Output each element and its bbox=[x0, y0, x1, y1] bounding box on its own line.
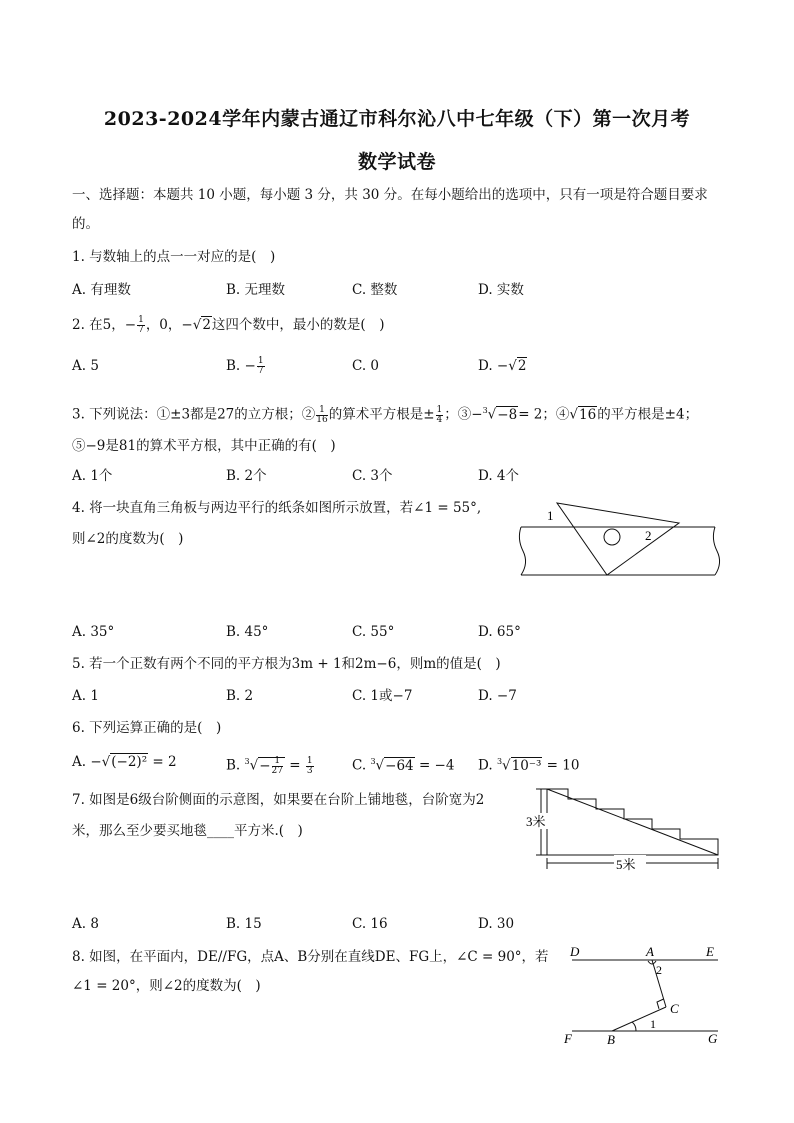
q3-option-a[interactable]: A. 1个 bbox=[72, 468, 113, 484]
page-title: 2023-2024学年内蒙古通辽市科尔沁八中七年级（下）第一次月考 bbox=[103, 108, 691, 130]
q3-stem-cont: ⑤−9是81的算术平方根，其中正确的有( ) bbox=[72, 438, 336, 454]
point-d-label: D bbox=[570, 944, 580, 959]
q6-stem: 6. 下列运算正确的是( ) bbox=[72, 720, 222, 736]
strip-left-edge bbox=[519, 527, 525, 575]
angle-2-label: 2 bbox=[645, 528, 652, 543]
q5-option-b[interactable]: B. 2 bbox=[226, 688, 254, 704]
point-g-label: G bbox=[708, 1031, 718, 1046]
q7-figure bbox=[520, 783, 725, 878]
q7-stem: 7. 如图是6级台阶侧面的示意图，如果要在台阶上铺地毯，台阶宽为2 bbox=[72, 792, 485, 808]
q6-option-b[interactable]: B. $^3$√− $\frac{1}{27}$ = $\frac{1}{3}$ bbox=[226, 755, 313, 776]
q2-option-a[interactable]: A. 5 bbox=[72, 358, 99, 374]
q7-option-a[interactable]: A. 8 bbox=[72, 916, 99, 932]
page-subtitle: 数学试卷 bbox=[357, 151, 436, 173]
q5-option-a[interactable]: A. 1 bbox=[72, 688, 99, 704]
q7-option-c[interactable]: C. 16 bbox=[352, 916, 388, 932]
section-instructions: 一、选择题：本题共 10 小题，每小题 3 分，共 30 分。在每小题给出的选项中，只有一项是符合题目要求 bbox=[72, 187, 708, 203]
q3-option-c[interactable]: C. 3个 bbox=[352, 468, 393, 484]
point-b-label: B bbox=[607, 1032, 615, 1047]
q6-option-c[interactable]: C. $^3$√−64 = −4 bbox=[352, 757, 455, 774]
q2-option-c[interactable]: C. 0 bbox=[352, 358, 380, 374]
q7-stem-cont: 米，那么至少要买地毯____平方米.( ) bbox=[72, 823, 303, 839]
angle-1-label: 1 bbox=[547, 508, 554, 523]
section-instructions-cont: 的。 bbox=[72, 216, 99, 232]
angle-2-label: 2 bbox=[656, 963, 662, 977]
q4-option-a[interactable]: A. 35° bbox=[72, 624, 115, 640]
height-label: 3米 bbox=[526, 814, 546, 829]
sqrt-2: 2 bbox=[202, 317, 211, 333]
fraction-1-7: $\frac{1}{7}$ bbox=[138, 315, 144, 335]
q4-figure bbox=[515, 495, 725, 585]
q2-suffix: 这四个数中，最小的数是( ) bbox=[211, 317, 385, 333]
q4-stem: 4. 将一块直角三角板与两边平行的纸条如图所示放置，若∠1 = 55°, bbox=[72, 500, 482, 516]
q1-option-d[interactable]: D. 实数 bbox=[478, 282, 524, 298]
point-c-label: C bbox=[670, 1001, 679, 1016]
q1-stem: 1. 与数轴上的点一一对应的是( ) bbox=[72, 249, 276, 265]
q8-stem-cont: ∠1 = 20°，则∠2的度数为( ) bbox=[72, 978, 261, 994]
q2-option-b[interactable]: B. − $\frac{1}{7}$ bbox=[226, 356, 264, 376]
q4-stem-cont: 则∠2的度数为( ) bbox=[72, 531, 184, 547]
q5-option-d[interactable]: D. −7 bbox=[478, 688, 517, 704]
point-a-label: A bbox=[646, 944, 654, 959]
q8-figure bbox=[560, 940, 732, 1050]
q6-option-d[interactable]: D. $^3$√10⁻³ = 10 bbox=[478, 757, 580, 774]
q5-option-c[interactable]: C. 1或−7 bbox=[352, 688, 413, 704]
q4-option-d[interactable]: D. 65° bbox=[478, 624, 521, 640]
strip-right-edge bbox=[713, 527, 719, 575]
q1-option-c[interactable]: C. 整数 bbox=[352, 282, 398, 298]
q2-stem: 2. 在5，− $\frac{1}{7}$ ，0，−√2这四个数中，最小的数是( ) bbox=[72, 315, 385, 335]
q3-stem: 3. 下列说法：①±3都是27的立方根；② $\frac{1}{16}$ 的算术平方根是± $\frac{1}{4}$ ；③−$^3$√−8= 2；④√16的平方根是±4； bbox=[72, 404, 699, 425]
point-e-label: E bbox=[706, 944, 714, 959]
q7-option-d[interactable]: D. 30 bbox=[478, 916, 515, 932]
segment-cb bbox=[612, 1007, 666, 1031]
angle-1-arc bbox=[632, 1022, 636, 1031]
q4-option-b[interactable]: B. 45° bbox=[226, 624, 269, 640]
q5-stem: 5. 若一个正数有两个不同的平方根为3m + 1和2m−6，则m的值是( ) bbox=[72, 656, 501, 672]
q4-option-c[interactable]: C. 55° bbox=[352, 624, 395, 640]
angle-1-label: 1 bbox=[650, 1017, 656, 1031]
q1-option-a[interactable]: A. 有理数 bbox=[72, 282, 131, 298]
q2-mid: ，0，− bbox=[145, 317, 193, 333]
right-angle-mark bbox=[657, 999, 664, 1009]
q6-option-a[interactable]: A. −√(−2)² = 2 bbox=[72, 754, 177, 770]
q3-option-d[interactable]: D. 4个 bbox=[478, 468, 520, 484]
q2-option-d[interactable]: D. −√2 bbox=[478, 358, 527, 374]
point-f-label: F bbox=[564, 1031, 572, 1046]
q2-prefix: 2. 在5，− bbox=[72, 317, 137, 333]
stairs-hypotenuse bbox=[547, 789, 718, 855]
triangle-hole bbox=[604, 529, 620, 545]
triangle-ruler bbox=[557, 503, 679, 575]
q8-stem: 8. 如图，在平面内，DE//FG，点A、B分别在直线DE、FG上，∠C = 90°，若 bbox=[72, 949, 549, 965]
q7-option-b[interactable]: B. 15 bbox=[226, 916, 262, 932]
q3-option-b[interactable]: B. 2个 bbox=[226, 468, 267, 484]
width-label: 5米 bbox=[616, 857, 636, 872]
q1-option-b[interactable]: B. 无理数 bbox=[226, 282, 286, 298]
